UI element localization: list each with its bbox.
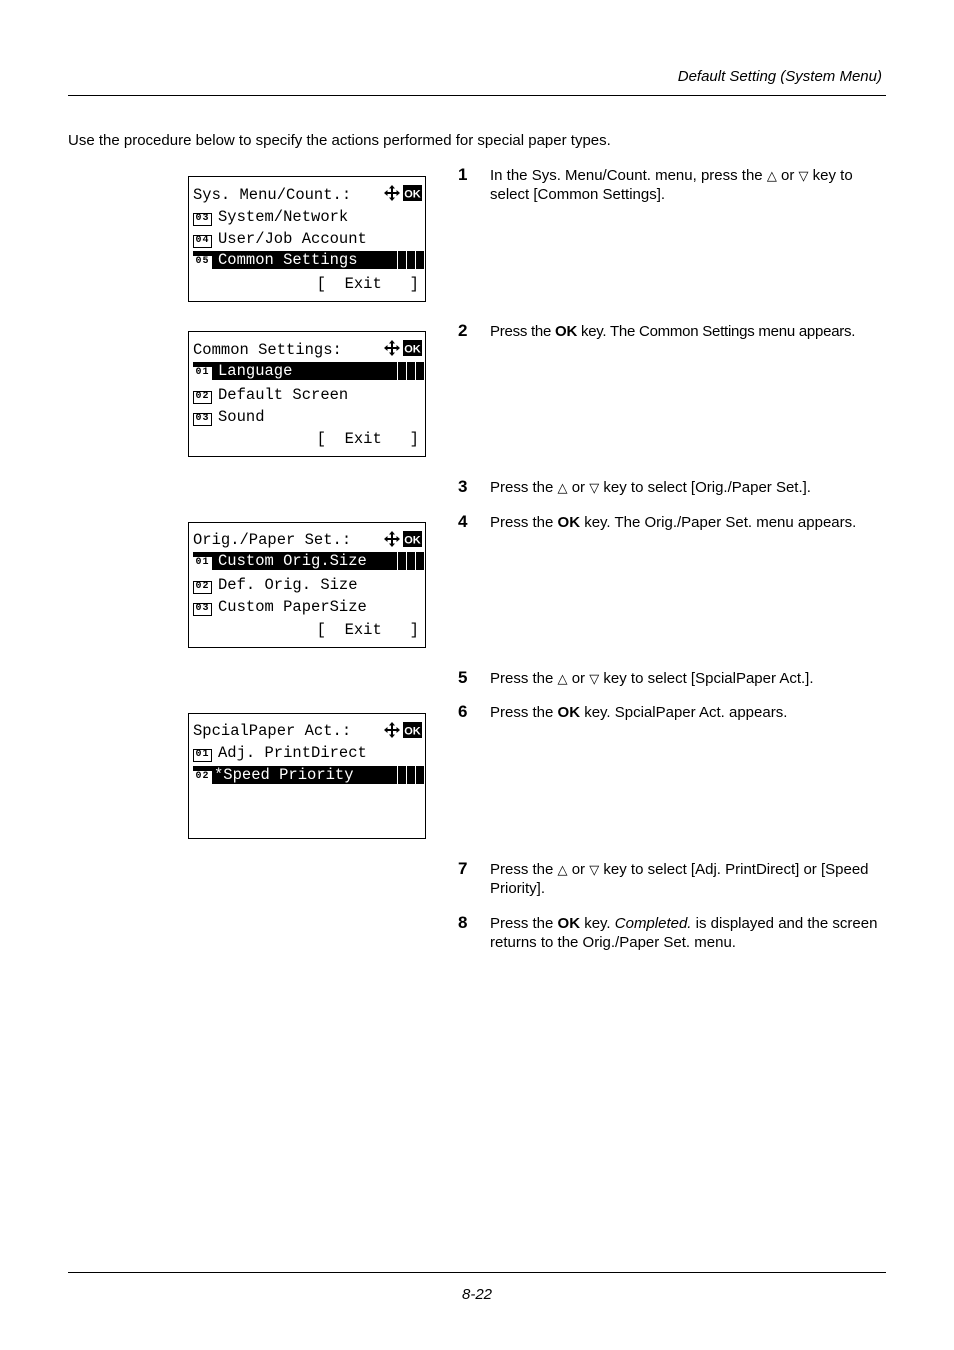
item-number: 02 [193,771,212,784]
step-number: 1 [458,165,468,184]
svg-text:OK: OK [404,725,421,738]
list-item[interactable] [193,230,425,248]
item-number: 03 [193,603,212,616]
down-triangle-icon: ▽ [798,168,809,183]
item-number: 01 [193,557,212,570]
step-number: 2 [458,321,468,340]
item-number: 05 [193,256,212,269]
list-item-selected[interactable] [193,766,425,784]
intro-text: Use the procedure below to specify the actions performed for special paper types. [68,132,611,149]
item-number: 03 [193,413,212,426]
up-triangle-icon: △ [557,480,568,495]
item-number: 01 [193,749,212,762]
arrow-cross-ok-icon [384,531,422,547]
svg-text:OK: OK [404,343,421,356]
arrow-cross-ok-icon [384,722,422,738]
arrow-cross-ok-icon [384,340,422,356]
up-triangle-icon: △ [557,671,568,686]
exit-softkey[interactable]: [ Exit ] [316,430,419,448]
item-number: 03 [193,213,212,226]
item-number: 02 [193,581,212,594]
svg-text:OK: OK [404,534,421,547]
page-header-title: Default Setting (System Menu) [677,68,882,85]
panel-title: Sys. Menu/Count.: [193,186,352,204]
list-item[interactable] [193,408,425,426]
list-item-selected[interactable] [193,362,425,380]
step-text: Press the △ or ▽ key to select [SpcialPaper Act.]. [490,670,814,687]
step-number: 8 [458,913,468,932]
up-triangle-icon: △ [557,862,568,877]
item-label: Custom PaperSize [218,598,367,616]
step-number: 7 [458,859,468,878]
step-number: 5 [458,668,468,687]
lcd-panel-common-settings [188,331,426,457]
item-label: Common Settings [218,251,358,269]
list-item[interactable] [193,576,425,594]
lcd-panel-orig-paper-set [188,522,426,648]
step-text: Press the △ or ▽ key to select [Orig./Paper Set.]. [490,479,811,496]
down-triangle-icon: ▽ [589,671,600,686]
item-label: System/Network [218,208,349,226]
list-item[interactable] [193,208,425,226]
list-item[interactable] [193,598,425,616]
item-label: Adj. PrintDirect [218,744,367,762]
list-item[interactable] [193,386,425,404]
list-item-selected[interactable] [193,552,425,570]
step-text: Press the △ or ▽ key to select [Adj. PrintDirect] or [Speed Priority]. [490,861,869,897]
step-number: 6 [458,702,468,721]
item-number: 02 [193,391,212,404]
list-item[interactable] [193,744,425,762]
item-label: Sound [218,408,265,426]
panel-title: SpcialPaper Act.: [193,722,352,740]
item-label: Default Screen [218,386,349,404]
down-triangle-icon: ▽ [589,862,600,877]
item-label: Def. Orig. Size [218,576,358,594]
item-number: 01 [193,367,212,380]
exit-softkey[interactable]: [ Exit ] [316,275,419,293]
item-number: 04 [193,235,212,248]
panel-title: Orig./Paper Set.: [193,531,352,549]
down-triangle-icon: ▽ [589,480,600,495]
up-triangle-icon: △ [766,168,777,183]
lcd-panel-sys-menu [188,176,426,302]
svg-text:OK: OK [404,188,421,201]
step-text: Press the OK key. SpcialPaper Act. appears. [490,704,788,721]
item-label: *Speed Priority [214,766,354,784]
header-rule [68,95,886,96]
panel-title: Common Settings: [193,341,342,359]
item-label: User/Job Account [218,230,367,248]
step-number: 4 [458,512,468,531]
item-label: Custom Orig.Size [218,552,367,570]
step-text: Press the OK key. The Common Settings menu appears. [490,323,856,340]
step-text: Press the OK key. The Orig./Paper Set. menu appears. [490,514,857,531]
step-text: Press the OK key. Completed. is displayed and the screen returns to the Orig./Paper Set. menu. [490,915,878,951]
step-number: 3 [458,477,468,496]
item-label: Language [218,362,293,380]
footer-rule [68,1272,886,1273]
lcd-panel-spcialpaper-act [188,713,426,839]
arrow-cross-ok-icon [384,185,422,201]
step-text: In the Sys. Menu/Count. menu, press the △ or ▽ key to select [Common Settings]. [490,167,853,203]
list-item-selected[interactable] [193,251,425,269]
page-number: 8-22 [461,1286,493,1303]
exit-softkey[interactable]: [ Exit ] [316,621,419,639]
